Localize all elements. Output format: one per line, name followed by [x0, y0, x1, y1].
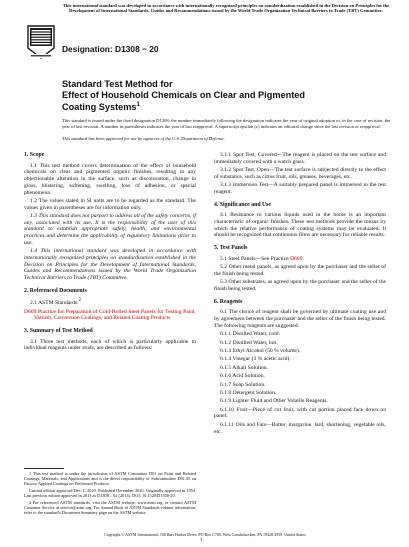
- section-heading-referenced-documents: 2. Referenced Documents: [24, 287, 87, 294]
- title-footnote-mark: 1: [136, 102, 140, 109]
- designation: Designation: D1308 − 20: [62, 44, 159, 54]
- reagent-item: 6.1.11 Oils and Fats—Butter, margarine, lard, shortening, vegetable oils, etc.: [214, 421, 386, 435]
- page-number: 1: [200, 538, 203, 543]
- paragraph-5-1-end: .: [302, 255, 304, 262]
- reagent-item: 6.1.7 Soap Solution.: [220, 381, 266, 388]
- paragraph-3-1-1: 3.1.1 Spot Test, Covered—The reagent is placed on the test surface and immediately covered with a watch glass.: [214, 152, 386, 165]
- paragraph-1-1: 1.1 This test method covers determination of the effect of household chemicals on clear and pigmented organic finishes, resulting in any objectionable alteration in the surface, such as discoloration, change in gloss, blistering, softening, swelling, loss of adhesion, or special phenomena.: [24, 162, 196, 196]
- reagent-item: 6.1.3 Ethyl Alcohol (50 % volume).: [220, 347, 301, 354]
- paragraph-3-1-2: 3.1.2 Spot Test, Open—The test surface is subjected directly to the effect of substance, such as citrus fruit, oils, greases, beverages, etc.: [214, 167, 386, 180]
- right-column: [214, 152, 386, 437]
- section-heading-scope: 1. Scope: [24, 152, 45, 158]
- paragraph-1-3: 1.3 This standard does not purport to address all of the safety concerns, if any, associated with its use. It is the responsibility of the user of this standard to establish appropriate safety, health, and environmental practices and determine the applicability of regulatory limitations prior to use.: [24, 213, 196, 246]
- footnotes: [24, 468, 196, 517]
- section-heading-reagents: 6. Reagents: [214, 298, 243, 305]
- section-heading-summary: 3. Summary of Test Method: [24, 328, 93, 335]
- reagent-item: 6.1.5 Alkali Solution.: [220, 364, 269, 371]
- reference-link-d609[interactable]: D609: [24, 308, 37, 315]
- issued-note: This standard is issued under the fixed designation D1308; the number immediately following the designation indicates the year of original adoption or, in the case of revision, the year of last revision. A number in parentheses indicates the year of last reapproval. A superscript epsilon (ε) indicates an editorial change since the last revision or reapproval.: [62, 118, 391, 129]
- title-line-1: Standard Test Method for: [62, 79, 173, 89]
- approved-note: This standard has been approved for use by agencies of the U.S. Department of Defense.: [62, 136, 225, 141]
- footnote-mark-2: 2: [78, 298, 81, 304]
- reference-title: Practice for Preparation of Cold-Rolled Steel Panels for Testing Paint, Varnish, Conversion Coatings, and Related Coating Products: [34, 308, 196, 322]
- paragraph-4-1: 4.1 Resistance to various liquids used in the home is an important characteristic of organic finishes. These test methods provide the means by which the relative performance of coating systems may be evaluated. It should be recognized that continuous films are necessary for reliable results.: [214, 212, 386, 239]
- paragraph-1-4: 1.4 This international standard was developed in accordance with internationally recognized principles on standardization established in the Decision on Principles for the Development of International Standards, Guides and Recommendations issued by the World Trade Organization Technical Barriers to Trade (TBT) Committee.: [24, 248, 196, 282]
- reference-link-d609-inline[interactable]: D609: [290, 255, 303, 262]
- reagent-item: 6.1.4 Vinegar (3 % acetic acid).: [220, 356, 291, 363]
- footnote-2: 2 For referenced ASTM standards, visit the ASTM website, www.astm.org, or contact ASTM Customer Service at service@astm.org. For Annual Book of ASTM Standards volume information, refer to the standard's Document Summary page on the ASTM website.: [24, 500, 196, 516]
- title-line-2: Effect of Household Chemicals on Clear and Pigmented: [62, 89, 305, 100]
- paragraph-5-2: 5.2 Other metal panels, as agreed upon by the purchaser and the seller of the finish being tested.: [214, 264, 386, 277]
- document-title: [62, 79, 392, 113]
- copyright: Copyright © ASTM International, 100 Barr Harbor Drive, PO Box C700, West Conshohocken, PA 19428-2959. United States: [104, 532, 306, 537]
- paragraph-1-2: 1.2 The values stated in SI units are to be regarded as the standard. The values given in parentheses are for information only.: [24, 197, 196, 211]
- paragraph-5-3: 5.3 Other substrates, as agreed upon by the purchaser and the seller of the finish being tested.: [214, 279, 386, 292]
- paragraph-3-1-3: 3.1.3 Immersion Test—A suitably prepared panel is immersed in the test reagent.: [214, 182, 386, 195]
- title-line-3: Coating Systems: [62, 102, 137, 113]
- reagent-item: 6.1.6 Acid Solution.: [220, 373, 265, 380]
- paragraph-3-1: 3.1 Three test methods, each of which is particularly applicable to individual reagents under study, are described as follows:: [24, 338, 196, 352]
- standard-notice: This international standard was developed in accordance with internationally recognized principles on standardization established in the Decision on Principles for the Development of International Standards, Guides and Recommendations issued by the World Trade Organization Technical Barriers to Trade (TBT) Committee.: [62, 3, 390, 14]
- astm-logo: [26, 24, 56, 60]
- paragraph-6-1: 6.1 The choice of reagent shall be governed by ultimate coating use and by agreement between the purchaser and the seller of the finish being tested. The following reagents are suggested:: [214, 309, 386, 329]
- footnote-1: 1 This test method is under the jurisdiction of ASTM Committee D01 on Paint and Related Coatings, Materials, and Applications and is the direct responsibility of Subcommittee D01.55 on Factory Applied Coatings on Preformed Products.: [24, 471, 196, 487]
- footnote-1-edition: Current edition approved Dec. 1, 2020. Published December 2020. Originally approved in 1954. Last previous edition approved in 2013 as D1308 – 02 (2013). DOI: 10.1520/D1308-20.: [24, 488, 196, 499]
- section-heading-significance: 4. Significance and Use: [214, 201, 272, 208]
- reagent-item: 6.1.9 Lighter Fluid and Other Volatile Reagents.: [220, 398, 328, 405]
- left-column: [24, 152, 196, 354]
- section-heading-test-panels: 5. Test Panels: [214, 245, 248, 252]
- reagent-item: 6.1.10 Fruit—Piece of cut fruit, with cut portion placed face down on panel.: [214, 406, 386, 420]
- reagent-item: 6.1.2 Distilled Water, hot.: [220, 339, 278, 346]
- paragraph-5-1: 5.1 Steel Panels—See Practice: [220, 255, 291, 262]
- reagent-item: 6.1.8 Detergent Solution.: [220, 389, 277, 396]
- footnote-rule: [24, 468, 64, 469]
- paragraph-2-1: 2.1 ASTM Standards:: [30, 300, 79, 307]
- reagent-item: 6.1.1 Distilled Water, cold.: [220, 331, 280, 338]
